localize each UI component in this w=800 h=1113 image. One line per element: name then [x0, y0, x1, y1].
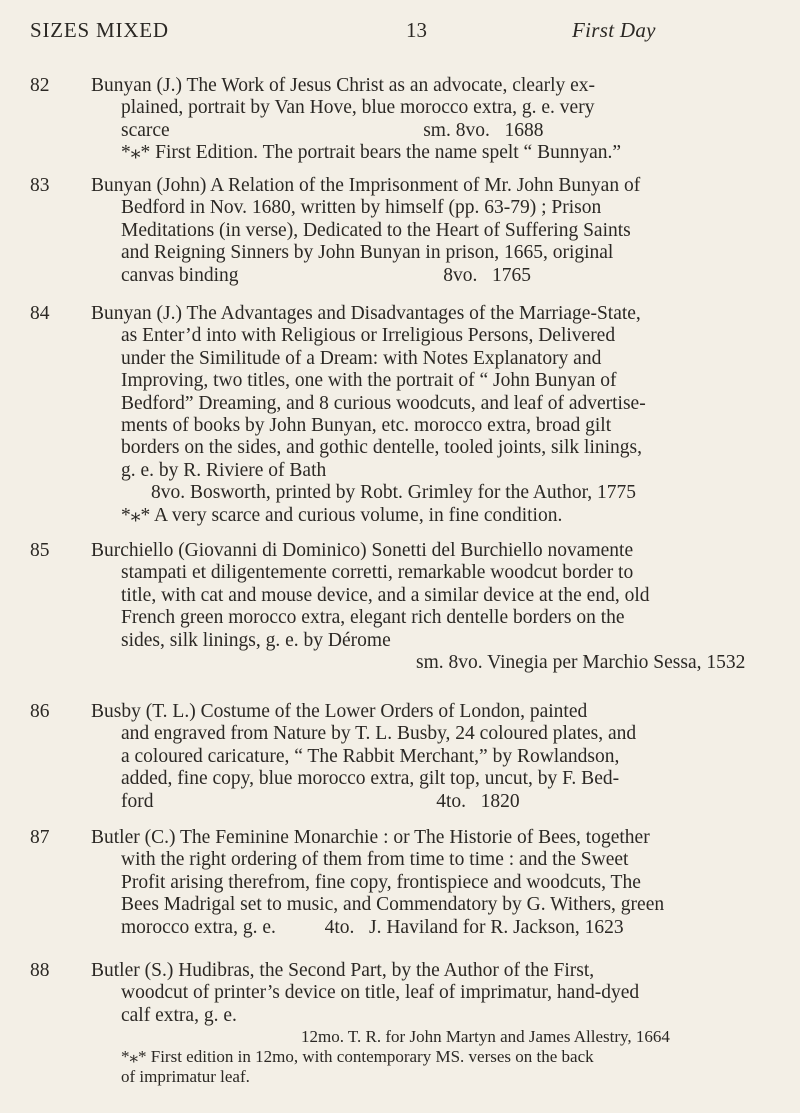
- entry-number: 88: [30, 960, 50, 981]
- entry-line: calf extra, g. e.: [121, 1004, 237, 1026]
- entry-number: [30, 1090, 44, 1101]
- entry-line: plained, portrait by Van Hove, blue morocco extra, g. e. very: [121, 97, 595, 119]
- entry-line: Butler (S.) Hudibras, the Second Part, by the Author of the First,: [91, 960, 595, 981]
- entry-line: 12mo. T. R. for John Martyn and James Allestry, 1664: [301, 1027, 670, 1046]
- entry-line: Bedford” Dreaming, and 8 curious woodcuts, and leaf of advertise-: [121, 392, 646, 414]
- entry-text: [91, 303, 771, 527]
- entry-line: Bedford in Nov. 1680, written by himself (pp. 63-79) ; Prison: [121, 197, 602, 219]
- entry-line: scarce sm. 8vo. 1688: [121, 119, 544, 141]
- entry-number: 82: [30, 75, 50, 96]
- entry-text: [91, 75, 771, 165]
- entry-number: 84: [30, 303, 50, 324]
- entry-number: 86: [30, 701, 50, 722]
- entry-number: 85: [30, 540, 50, 561]
- entry-line: 8vo. Bosworth, printed by Robt. Grimley for the Author, 1775: [151, 482, 637, 504]
- entry-line: sides, silk linings, g. e. by Dérome: [121, 629, 391, 651]
- entry-line: Butler (C.) The Feminine Monarchie : or The Historie of Bees, together: [91, 827, 650, 848]
- entry-note: *⁎* First Edition. The portrait bears the name spelt “ Bunnyan.”: [121, 142, 622, 164]
- entry-line: sm. 8vo. Vinegia per Marchio Sessa, 1532: [416, 652, 746, 674]
- entry-text: [91, 540, 771, 674]
- entry-line: Burchiello (Giovanni di Dominico) Sonetti del Burchiello novamente: [91, 540, 634, 561]
- page-number: 13: [406, 18, 427, 42]
- entry-line: morocco extra, g. e. 4to. J. Haviland for R. Jackson, 1623: [121, 916, 624, 938]
- header-right: First Day: [572, 18, 656, 42]
- entry-text: [91, 827, 771, 939]
- entry-line: a coloured caricature, “ The Rabbit Merchant,” by Rowlandson,: [121, 745, 620, 767]
- entry-line: g. e. by R. Riviere of Bath: [121, 459, 327, 481]
- entry-line: of imprimatur leaf.: [121, 1067, 250, 1086]
- entry-line: [91, 1090, 771, 1101]
- entry-line: stampati et diligentemente corretti, remarkable woodcut border to: [121, 562, 634, 584]
- entry-line: Bunyan (J.) The Advantages and Disadvantages of the Marriage-State,: [91, 303, 641, 324]
- entry-note: *⁎* A very scarce and curious volume, in fine condition.: [121, 504, 563, 526]
- entry-text: [121, 1027, 800, 1087]
- entry-text: [91, 175, 771, 287]
- entry-line: Improving, two titles, one with the portrait of “ John Bunyan of: [121, 370, 617, 392]
- entry-line: ford 4to. 1820: [121, 790, 520, 812]
- entry-line: canvas binding 8vo. 1765: [121, 264, 532, 286]
- entry-line: woodcut of printer’s device on title, leaf of imprimatur, hand-dyed: [121, 982, 640, 1004]
- entry-note: *⁎* First edition in 12mo, with contemporary MS. verses on the back: [121, 1047, 594, 1066]
- entry-line: ments of books by John Bunyan, etc. morocco extra, broad gilt: [121, 415, 612, 437]
- entry-line: and engraved from Nature by T. L. Busby, 24 coloured plates, and: [121, 723, 637, 745]
- entry-line: Bees Madrigal set to music, and Commendatory by G. Withers, green: [121, 894, 665, 916]
- entry-text: [91, 960, 771, 1027]
- entry-text: [91, 701, 771, 813]
- entry-line: Meditations (in verse), Dedicated to the Heart of Suffering Saints: [121, 219, 631, 241]
- entry-line: borders on the sides, and gothic dentelle, tooled joints, silk linings,: [121, 437, 643, 459]
- running-header: [0, 18, 800, 48]
- entry-line: under the Similitude of a Dream: with Notes Explanatory and: [121, 347, 602, 369]
- entry-line: Bunyan (John) A Relation of the Imprisonment of Mr. John Bunyan of: [91, 175, 641, 196]
- entry-line: French green morocco extra, elegant rich dentelle borders on the: [121, 607, 625, 629]
- entry-line: and Reigning Sinners by John Bunyan in prison, 1665, original: [121, 242, 614, 264]
- entry-line: with the right ordering of them from time to time : and the Sweet: [121, 849, 629, 871]
- entry-text: [91, 1090, 771, 1101]
- entry-number: 83: [30, 175, 50, 196]
- entry-line: Profit arising therefrom, fine copy, frontispiece and woodcuts, The: [121, 871, 641, 893]
- entry-line: added, fine copy, blue morocco extra, gilt top, uncut, by F. Bed-: [121, 768, 620, 790]
- entry-line: title, with cat and mouse device, and a similar device at the end, old: [121, 584, 650, 606]
- entry-line: Bunyan (J.) The Work of Jesus Christ as an advocate, clearly ex-: [91, 75, 596, 96]
- entry-line: Busby (T. L.) Costume of the Lower Orders of London, painted: [91, 701, 588, 722]
- entry-number: 87: [30, 827, 50, 848]
- entry-line: as Enter’d into with Religious or Irreligious Persons, Delivered: [121, 325, 616, 347]
- header-left: SIZES MIXED: [30, 18, 169, 42]
